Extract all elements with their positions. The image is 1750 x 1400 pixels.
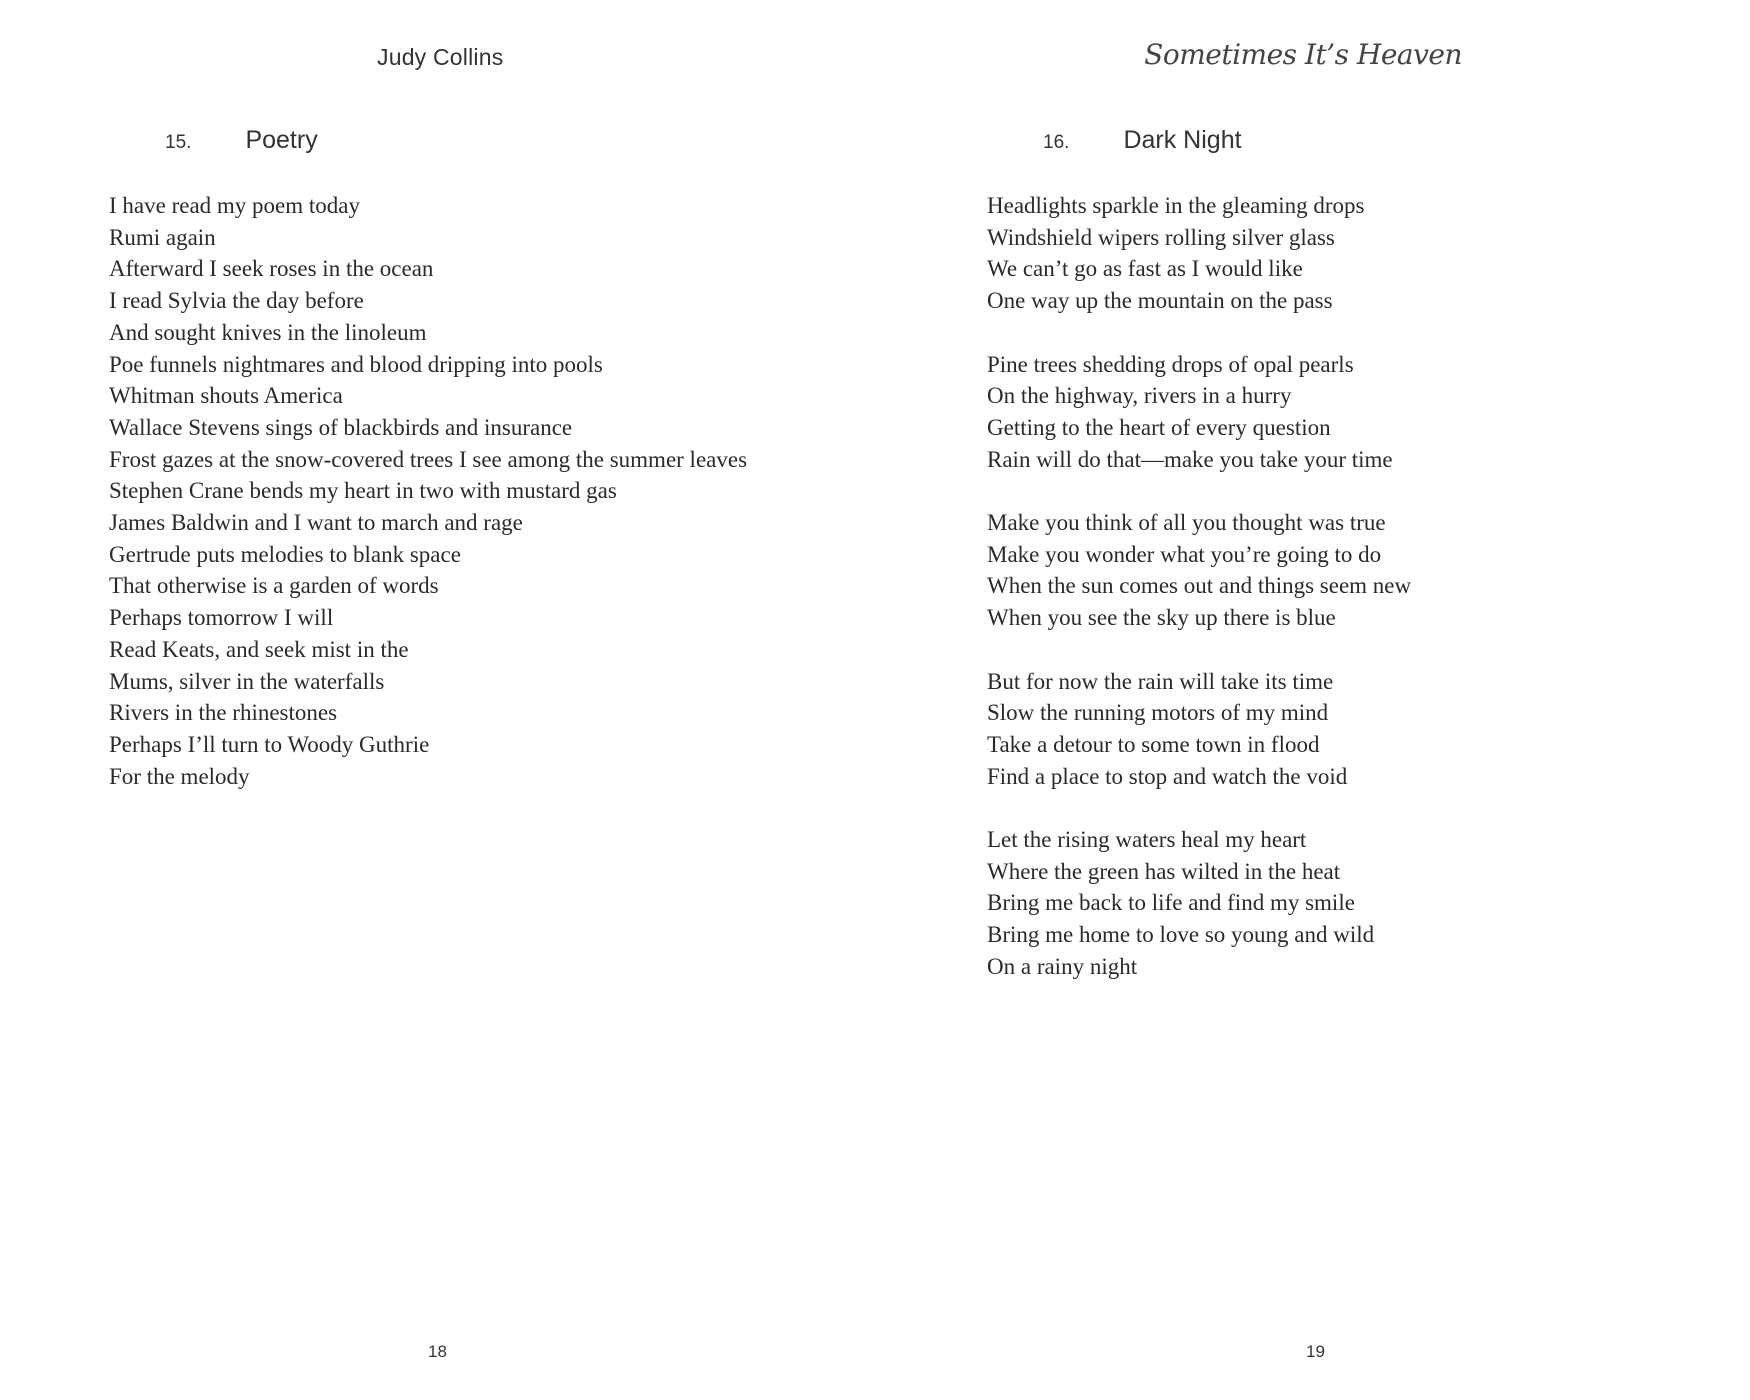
- poem-body: [987, 190, 1411, 983]
- poem-line: Perhaps I’ll turn to Woody Guthrie: [109, 731, 430, 757]
- poem-line: Getting to the heart of every question: [987, 414, 1331, 440]
- poem-line: Rivers in the rhinestones: [109, 700, 338, 726]
- poem-line: Slow the running motors of my mind: [987, 700, 1329, 726]
- poem-line: That otherwise is a garden of words: [109, 573, 439, 599]
- page-number: 18: [428, 1342, 447, 1361]
- poem-title: Poetry: [245, 126, 318, 154]
- stanza: [987, 824, 1411, 983]
- poem-number: 16.: [1043, 132, 1070, 153]
- poem-line: Headlights sparkle in the gleaming drops: [987, 193, 1365, 218]
- poem-line: Where the green has wilted in the heat: [987, 858, 1341, 884]
- poem-line: On a rainy night: [987, 953, 1138, 979]
- poem-line: We can’t go as fast as I would like: [987, 256, 1303, 282]
- poem-line: Gertrude puts melodies to blank space: [109, 541, 461, 567]
- running-head-book-title: Sometimes It’s Heaven: [1144, 38, 1462, 71]
- poem-line: Make you think of all you thought was true: [987, 510, 1386, 535]
- poem-line: I read Sylvia the day before: [109, 288, 364, 314]
- poem-line: Bring me back to life and find my smile: [987, 890, 1355, 916]
- stanza: [987, 190, 1411, 317]
- poem-line: But for now the rain will take its time: [987, 668, 1334, 694]
- poem-line: Rain will do that—make you take your time: [987, 446, 1393, 472]
- poem-line: Windshield wipers rolling silver glass: [987, 224, 1335, 250]
- right-page: [875, 0, 1750, 1400]
- stanza: [987, 349, 1411, 476]
- poem-title: Dark Night: [1123, 126, 1242, 154]
- poem-line: Bring me home to love so young and wild: [987, 922, 1375, 948]
- poem-line: Take a detour to some town in flood: [987, 731, 1320, 757]
- poem-line: Poe funnels nightmares and blood dripping into pools: [109, 351, 603, 377]
- poem-line: Frost gazes at the snow-covered trees I see among the summer leaves: [109, 446, 748, 472]
- poem-line: Find a place to stop and watch the void: [987, 763, 1348, 789]
- poem-number: 15.: [165, 132, 192, 153]
- running-head-author: Judy Collins: [377, 44, 504, 70]
- poem-line: Perhaps tomorrow I will: [109, 605, 334, 631]
- poem-line: Afterward I seek roses in the ocean: [109, 256, 434, 282]
- stanza: [987, 666, 1411, 793]
- poem-line: Whitman shouts America: [109, 383, 343, 409]
- poem-heading: [165, 126, 318, 155]
- poem-line: When you see the sky up there is blue: [987, 605, 1336, 631]
- poem-line: Read Keats, and seek mist in the: [109, 636, 409, 662]
- poem-line: Mums, silver in the waterfalls: [109, 668, 385, 694]
- poem-line: Wallace Stevens sings of blackbirds and insurance: [109, 414, 573, 440]
- poem-line: Let the rising waters heal my heart: [987, 827, 1307, 852]
- poem-heading: [1043, 126, 1242, 155]
- poem-line: Rumi again: [109, 224, 216, 250]
- poem-body: [109, 190, 747, 792]
- poem-line: One way up the mountain on the pass: [987, 288, 1333, 314]
- stanza: [987, 507, 1411, 634]
- poem-line: When the sun comes out and things seem new: [987, 573, 1412, 599]
- poem-line: And sought knives in the linoleum: [109, 319, 427, 345]
- poem-line: James Baldwin and I want to march and rage: [109, 510, 523, 536]
- poem-line: Pine trees shedding drops of opal pearls: [987, 351, 1354, 377]
- poem-line: For the melody: [109, 763, 250, 789]
- poem-line: Stephen Crane bends my heart in two with mustard gas: [109, 478, 617, 504]
- poem-line: On the highway, rivers in a hurry: [987, 383, 1292, 409]
- poem-line: Make you wonder what you’re going to do: [987, 541, 1382, 567]
- stanza: [109, 190, 747, 792]
- page-number: 19: [1306, 1342, 1325, 1361]
- poem-line: I have read my poem today: [109, 193, 360, 218]
